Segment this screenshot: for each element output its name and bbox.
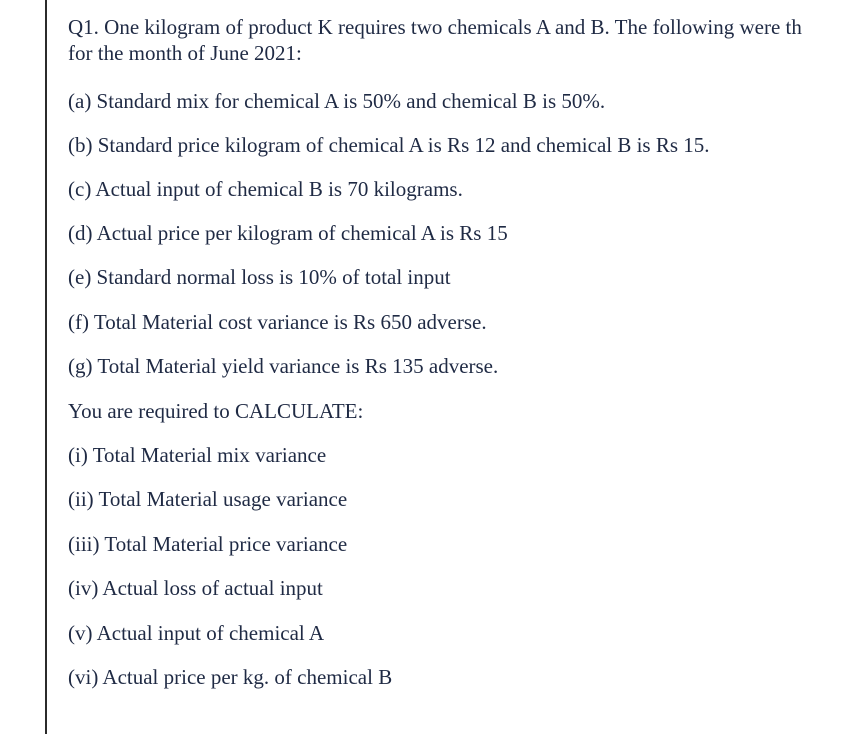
question-block xyxy=(68,14,858,689)
required-item-i: (i) Total Material mix variance xyxy=(68,443,327,467)
instruction-text: You are required to CALCULATE: xyxy=(68,399,364,423)
given-item-d: (d) Actual price per kilogram of chemical A is Rs 15 xyxy=(68,221,508,245)
question-intro-line-2: for the month of June 2021: xyxy=(68,41,302,65)
required-item-vi: (vi) Actual price per kg. of chemical B xyxy=(68,665,393,689)
required-item-iii: (iii) Total Material price variance xyxy=(68,532,348,556)
required-item-ii: (ii) Total Material usage variance xyxy=(68,487,348,511)
given-item-c: (c) Actual input of chemical B is 70 kilograms. xyxy=(68,177,463,201)
given-item-b: (b) Standard price kilogram of chemical A is Rs 12 and chemical B is Rs 15. xyxy=(68,133,710,157)
required-item-v: (v) Actual input of chemical A xyxy=(68,621,325,645)
given-item-a: (a) Standard mix for chemical A is 50% and chemical B is 50%. xyxy=(68,89,606,113)
question-intro-line-1: Q1. One kilogram of product K requires two chemicals A and B. The following were th xyxy=(68,15,802,39)
given-item-f: (f) Total Material cost variance is Rs 650 adverse. xyxy=(68,310,487,334)
left-margin-rule xyxy=(45,0,47,734)
required-item-iv: (iv) Actual loss of actual input xyxy=(68,576,323,600)
given-item-g: (g) Total Material yield variance is Rs 135 adverse. xyxy=(68,354,499,378)
given-item-e: (e) Standard normal loss is 10% of total input xyxy=(68,265,451,289)
